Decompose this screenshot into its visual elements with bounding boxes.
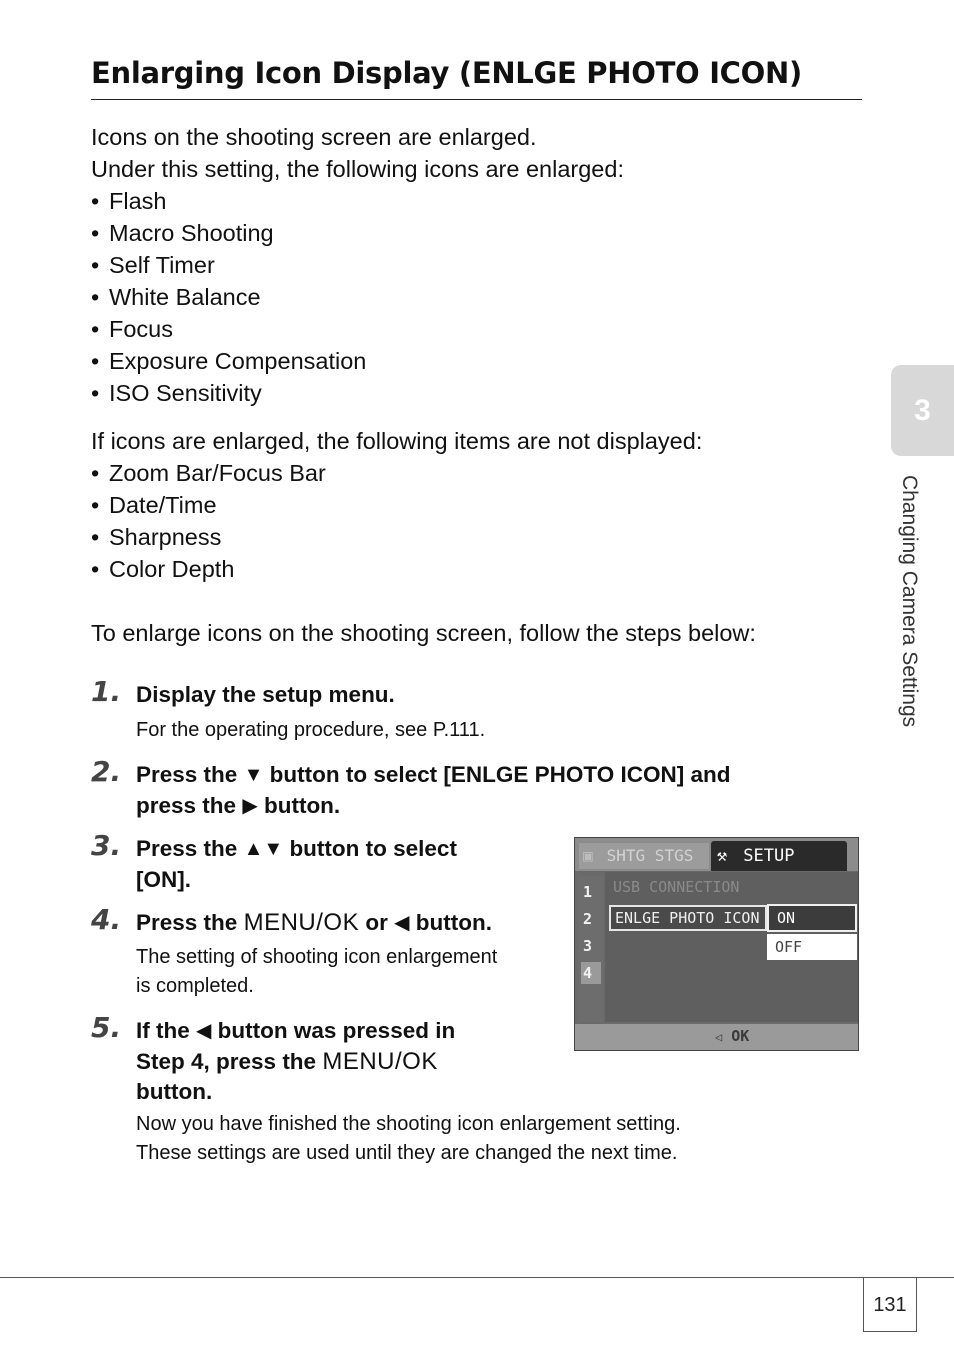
page-title: Enlarging Icon Display (ENLGE PHOTO ICON) <box>91 56 802 90</box>
list-item: • White Balance <box>91 281 624 313</box>
camera-page-number: 3 <box>583 937 593 955</box>
step-number: 1. <box>91 675 122 708</box>
list-item: • Zoom Bar/Focus Bar <box>91 457 702 489</box>
step-1-body: For the operating procedure, see P.111. <box>136 719 486 741</box>
list-item: • ISO Sensitivity <box>91 377 624 409</box>
chapter-title: Changing Camera Settings <box>898 475 921 728</box>
camera-page-number: 1 <box>583 883 593 901</box>
list-item: • Date/Time <box>91 489 702 521</box>
list-item: • Self Timer <box>91 249 624 281</box>
not-displayed-section <box>91 425 702 585</box>
list-item: • Color Depth <box>91 553 702 585</box>
down-arrow-icon: ▼ <box>243 764 264 786</box>
list-item: • Exposure Compensation <box>91 345 624 377</box>
camera-tab-setup: ⚒ SETUP <box>711 841 847 871</box>
list-item: • Sharpness <box>91 521 702 553</box>
step-5-heading: If the ◀ button was pressed in <box>136 1018 456 1043</box>
step-number: 4. <box>91 903 122 936</box>
up-down-arrow-icon: ▲▼ <box>243 838 284 860</box>
intro-line-2: Under this setting, the following icons are enlarged: <box>91 156 624 182</box>
step-4-body: The setting of shooting icon enlargement is completed. <box>136 946 498 997</box>
camera-menu-item-usb: USB CONNECTION <box>613 878 740 896</box>
page-number: 131 <box>873 1294 907 1316</box>
right-arrow-icon: ▶ <box>242 795 258 817</box>
step-5-heading-line-3: button. <box>136 1079 213 1104</box>
enlarged-icons-list <box>91 185 624 409</box>
camera-setup-screen <box>574 837 859 1051</box>
title-rule <box>91 99 862 100</box>
menu-ok-label: MENU/OK <box>322 1048 438 1075</box>
camera-footer-ok: ◁ OK <box>715 1027 750 1045</box>
camera-page-number: 4 <box>583 964 593 982</box>
step-4-heading: Press the MENU/OK or ◀ button. <box>136 909 492 936</box>
wrench-icon: ⚒ <box>716 846 728 866</box>
step-3-heading: Press the ▲▼ button to select <box>136 836 457 861</box>
left-arrow-icon: ◁ <box>715 1030 723 1044</box>
menu-ok-label: MENU/OK <box>243 909 360 936</box>
footer-rule <box>0 1277 954 1278</box>
not-displayed-intro: If icons are enlarged, the following items are not displayed: <box>91 428 703 454</box>
camera-option-off: OFF <box>767 934 857 960</box>
not-displayed-list <box>91 457 702 585</box>
camera-menu-item-enlge: ENLGE PHOTO ICON <box>609 905 767 931</box>
list-item: • Macro Shooting <box>91 217 624 249</box>
intro-line-1: Icons on the shooting screen are enlarged. <box>91 124 537 150</box>
step-2-heading: Press the ▼ button to select [ENLGE PHOTO ICON] and <box>136 762 731 787</box>
step-3-heading-line-2: [ON]. <box>136 867 191 892</box>
left-arrow-icon: ◀ <box>196 1020 212 1042</box>
step-5-heading-line-2: Step 4, press the MENU/OK <box>136 1048 438 1075</box>
left-arrow-icon: ◀ <box>394 912 410 934</box>
step-1-heading: Display the setup menu. <box>136 682 395 707</box>
list-item: • Flash <box>91 185 624 217</box>
step-number: 3. <box>91 829 122 862</box>
step-number: 2. <box>91 755 122 788</box>
step-5-body: Now you have finished the shooting icon enlargement setting. These settings are used until they are changed the next time. <box>136 1113 681 1164</box>
camera-option-on: ON <box>767 904 857 932</box>
step-number: 5. <box>91 1011 122 1044</box>
intro-text <box>91 121 624 409</box>
list-item: • Focus <box>91 313 624 345</box>
camera-page-number: 2 <box>583 910 593 928</box>
step-2-heading-line-2: press the ▶ button. <box>136 793 341 818</box>
camera-tab-shooting: ▣ SHTG STGS <box>579 843 709 869</box>
chapter-tab: 3 <box>891 365 954 456</box>
steps-intro: To enlarge icons on the shooting screen, follow the steps below: <box>91 620 756 646</box>
camera-icon: ▣ <box>583 846 593 865</box>
